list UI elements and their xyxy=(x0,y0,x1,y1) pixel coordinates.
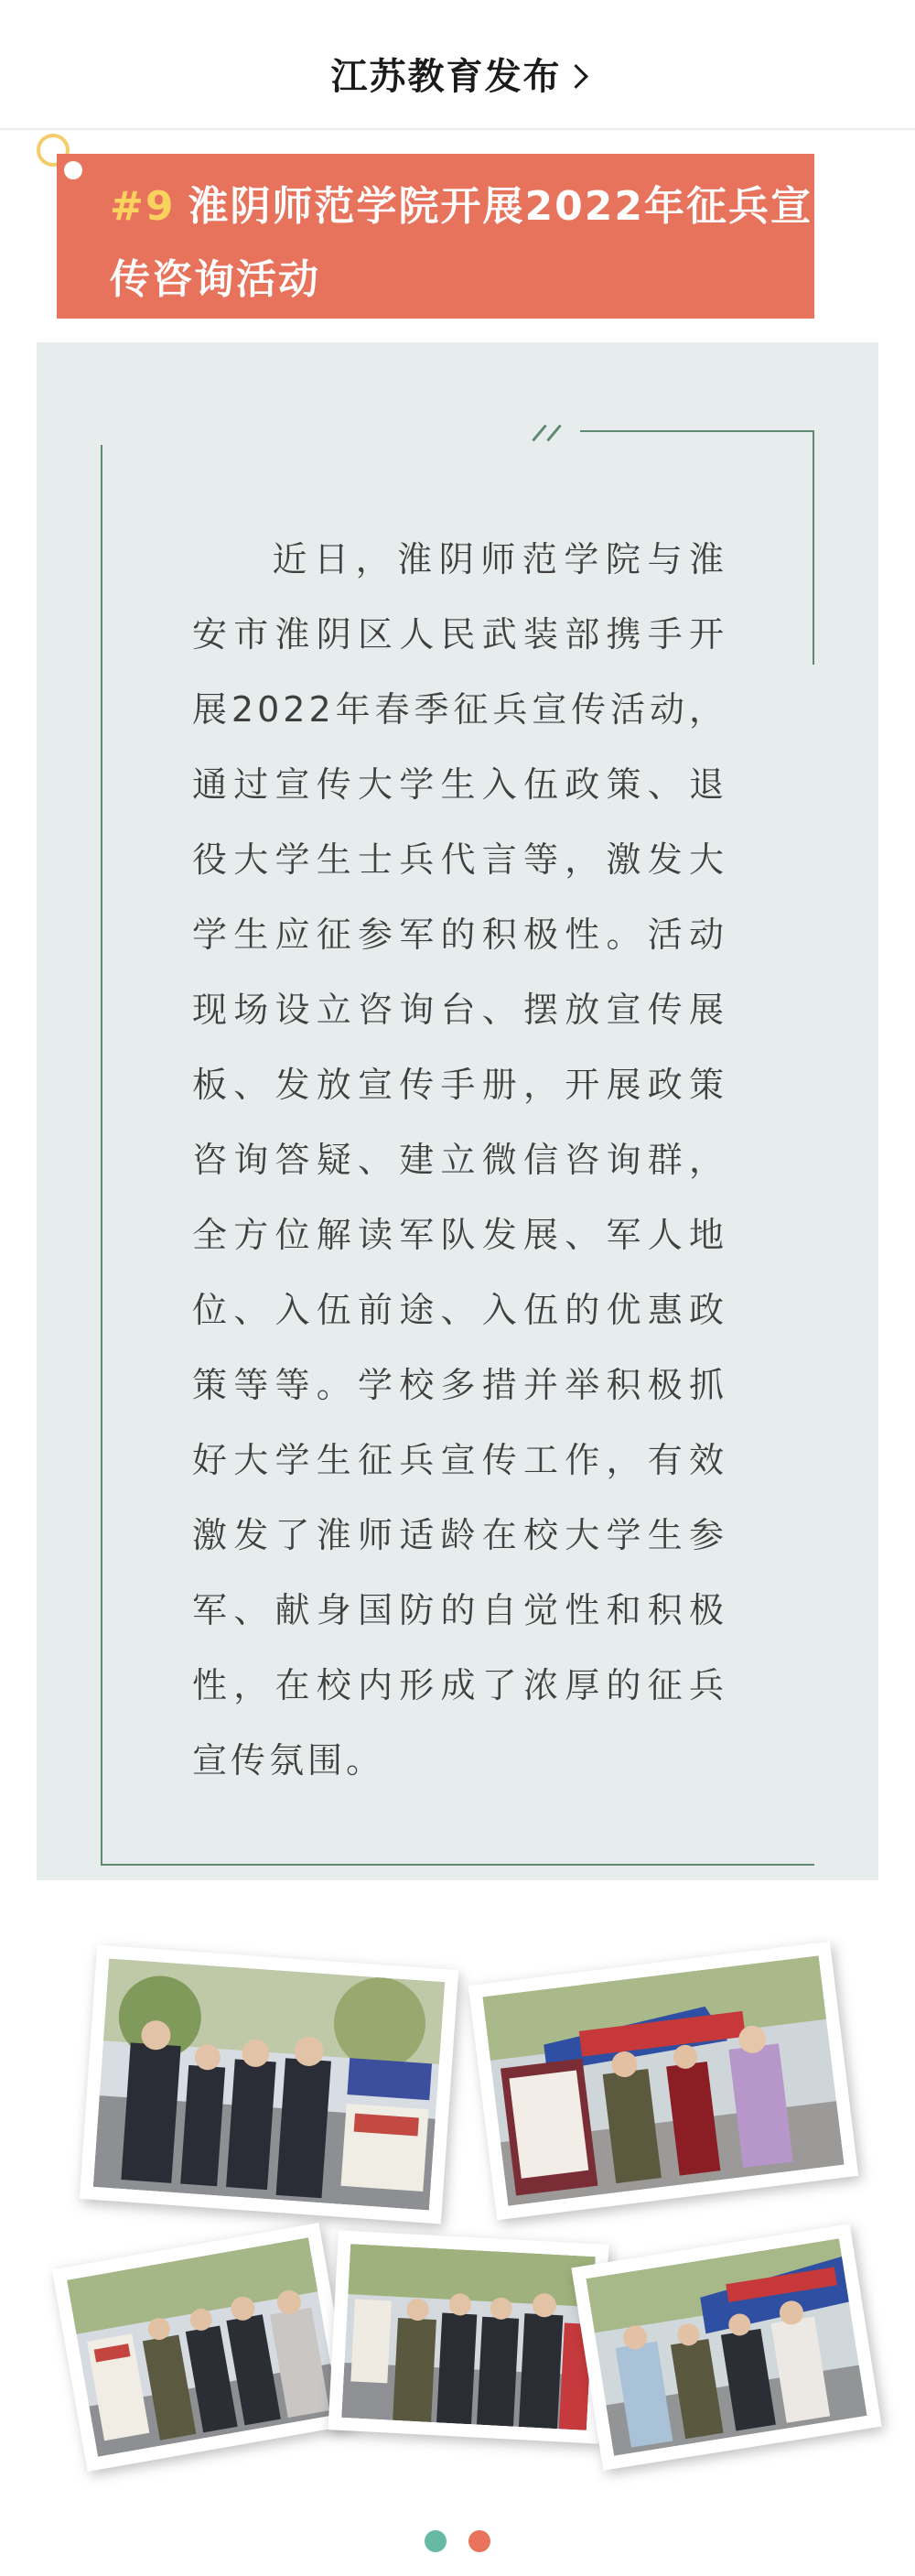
students-consultation-photo xyxy=(93,1958,446,2210)
crowd-brochure-photo xyxy=(341,2244,596,2430)
soldiers-students-photo xyxy=(67,2237,339,2457)
frame-line-top xyxy=(580,430,814,432)
frame-line-bottom xyxy=(101,1864,814,1866)
ring-dot-icon xyxy=(64,161,82,179)
chevron-right-icon xyxy=(564,64,588,89)
account-name: 江苏教育发布 xyxy=(330,56,562,98)
article-title-text: 淮阴师范学院开展2022年征兵宣传咨询活动 xyxy=(110,183,813,303)
article-body xyxy=(192,522,727,1798)
article-title-banner xyxy=(57,154,814,319)
event-photo-2[interactable] xyxy=(468,1942,858,2221)
event-photo-3[interactable] xyxy=(52,2223,354,2472)
frame-line-left xyxy=(101,445,102,1866)
article-title xyxy=(110,170,814,317)
event-photo-5[interactable] xyxy=(571,2224,881,2470)
article-number: #9 xyxy=(110,183,176,230)
carousel-dot-active[interactable] xyxy=(425,2530,447,2552)
event-photo-4[interactable] xyxy=(328,2230,608,2443)
consultation-tent-photo xyxy=(586,2238,867,2455)
account-name-link[interactable] xyxy=(0,48,915,100)
event-photo-1[interactable] xyxy=(80,1945,458,2224)
frame-line-right xyxy=(813,430,814,665)
consultation-desk-photo xyxy=(482,1955,844,2205)
carousel-dot[interactable] xyxy=(468,2530,490,2552)
article-body-text: 近日，淮阴师范学院与淮安市淮阴区人民武装部携手开展2022年春季征兵宣传活动，通过宣传大学生入伍政策、退役大学生士兵代言等，激发大学生应征参军的积极性。活动现场设立咨询台、摆放宣传展板、发放宣传手册，开展政策咨询答疑、建立微信咨询群，全方位解读军队发展、军人地位、入伍前途、入伍的优惠政策等等。学校多措并举积极抓好大学生征兵宣传工作，有效激发了淮师适龄在校大学生参军、献身国防的自觉性和积极性，在校内形成了浓厚的征兵宣传氛围。 xyxy=(192,539,727,1780)
account-header[interactable] xyxy=(0,0,915,130)
carousel-indicator xyxy=(0,2530,915,2556)
